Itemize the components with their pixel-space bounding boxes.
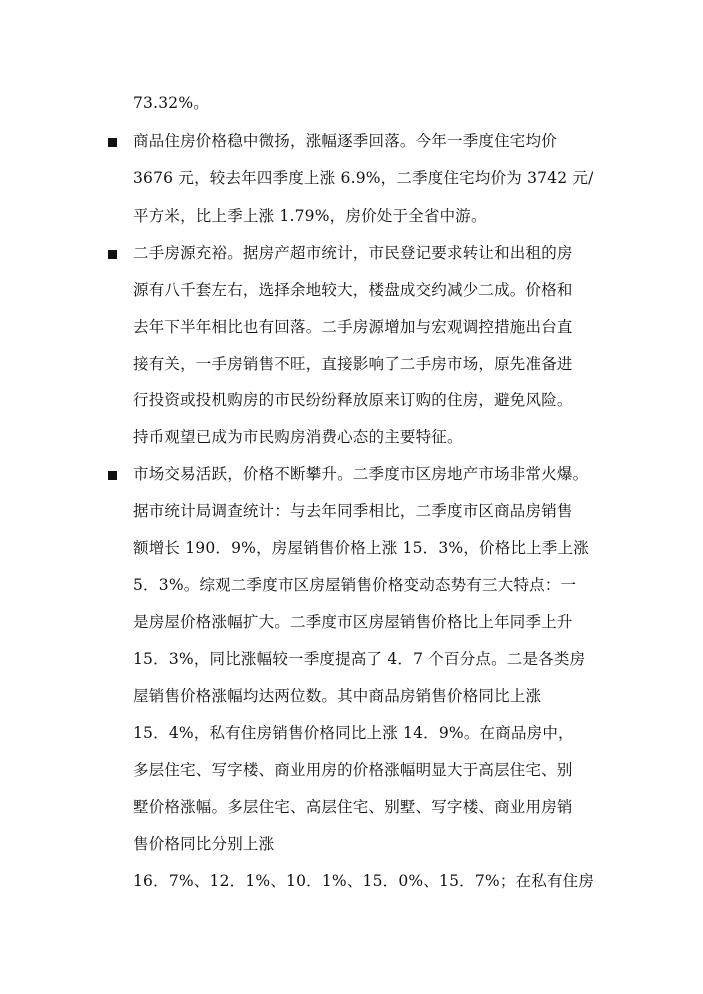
text-line: 市场交易活跃，价格不断攀升。二季度市区房地产市场非常火爆。: [133, 465, 589, 483]
text-line: 多层住宅、写字楼、商业用房的价格涨幅明显大于高层住宅、别: [133, 761, 573, 779]
text-line: 3676 元，较去年四季度上涨 6.9%，二季度住宅均价为 3742 元/: [133, 169, 594, 187]
text-line: 73.32%。: [133, 94, 210, 112]
text-line: 二手房源充裕。据房产超市统计，市民登记要求转让和出租的房: [133, 244, 573, 262]
text-line: 接有关，一手房销售不旺，直接影响了二手房市场，原先准备进: [133, 355, 573, 373]
text-line: 商品住房价格稳中微扬，涨幅逐季回落。今年一季度住宅均价: [133, 132, 557, 150]
bullet-square-icon: [108, 250, 117, 259]
text-line: 行投资或投机购房的市民纷纷释放原来订购的住房，避免风险。: [133, 391, 573, 409]
text-line: 持币观望已成为市民购房消费心态的主要特征。: [133, 428, 463, 446]
bullet-square-icon: [108, 471, 117, 480]
text-line: 售价格同比分别上涨: [133, 835, 275, 853]
text-line: 屋销售价格涨幅均达两位数。其中商品房销售价格同比上涨: [133, 687, 542, 705]
text-line: 16．7%、12．1%、10．1%、15．0%、15．7%；在私有住房: [133, 872, 595, 890]
text-line: 15．4%，私有住房销售价格同比上涨 14．9%。在商品房中，: [133, 724, 574, 742]
text-line: 据市统计局调查统计：与去年同季相比，二季度市区商品房销售: [133, 502, 573, 520]
text-line: 去年下半年相比也有回落。二手房源增加与宏观调控措施出台直: [133, 318, 573, 336]
text-line: 额增长 190．9%，房屋销售价格上涨 15．3%，价格比上季上涨: [133, 539, 589, 557]
bullet-square-icon: [108, 138, 117, 147]
text-line: 源有八千套左右，选择余地较大，楼盘成交约减少二成。价格和: [133, 281, 573, 299]
text-line: 是房屋价格涨幅扩大。二季度市区房屋销售价格比上年同季上升: [133, 613, 573, 631]
text-line: 5．3%。综观二季度市区房屋销售价格变动态势有三大特点：一: [133, 576, 577, 594]
text-line: 平方米，比上季上涨 1.79%，房价处于全省中游。: [133, 207, 487, 225]
text-line: 15．3%，同比涨幅较一季度提高了 4．7 个百分点。二是各类房: [133, 650, 586, 668]
text-line: 墅价格涨幅。多层住宅、高层住宅、别墅、写字楼、商业用房销: [133, 798, 573, 816]
